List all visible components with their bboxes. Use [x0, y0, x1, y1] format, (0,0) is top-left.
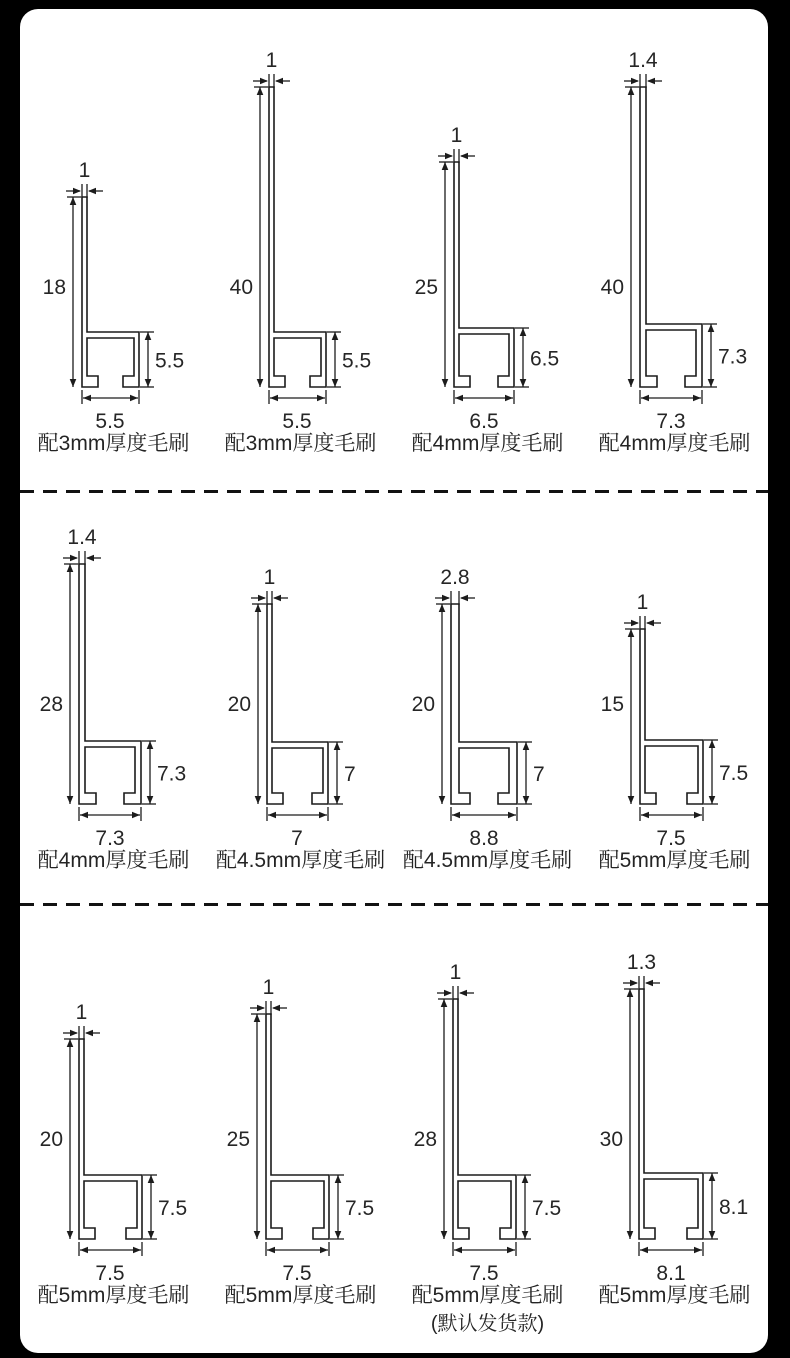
dim-label-top: 1 [78, 159, 91, 182]
profile-drawing [394, 44, 581, 429]
dim-label-height: 20 [227, 693, 251, 716]
caption-block [38, 429, 190, 459]
profile-caption: 配5mm厚度毛刷 [224, 1284, 377, 1307]
profile-drawing [581, 44, 768, 429]
profile-diagram-cell [20, 903, 207, 1353]
dim-label-height: 25 [414, 276, 438, 299]
profile-drawing [581, 941, 768, 1281]
dim-label-bottom: 7.3 [656, 410, 686, 429]
caption-block [599, 846, 751, 876]
dim-label-side: 5.5 [342, 349, 372, 373]
dim-label-top: 1 [636, 591, 649, 614]
profile-diagram-cell [581, 490, 768, 882]
dim-label-side: 7.5 [719, 762, 749, 785]
profile-outline [266, 1014, 329, 1239]
dim-label-side: 7.5 [345, 1197, 375, 1220]
dim-label-side: 7 [533, 763, 545, 786]
caption-block [599, 1281, 751, 1339]
profile-caption: 配4.5mm厚度毛刷 [215, 849, 386, 872]
dim-label-bottom: 7.5 [656, 827, 686, 846]
profile-outline [269, 87, 326, 387]
dim-label-top: 1.4 [628, 49, 658, 72]
caption-block [216, 846, 385, 876]
profile-drawing [394, 941, 581, 1281]
dim-label-height: 15 [600, 693, 624, 716]
profile-caption: 配5mm厚度毛刷 [598, 849, 751, 872]
dim-label-bottom: 7.5 [282, 1262, 312, 1281]
profile-diagram-cell [581, 9, 768, 477]
caption-note: (默认发货款) [430, 1313, 545, 1335]
profile-outline [454, 162, 514, 387]
dim-label-bottom: 6.5 [469, 410, 499, 429]
profile-diagram-cell [20, 9, 207, 477]
profile-outline [640, 87, 702, 387]
caption-block [38, 1281, 190, 1339]
dim-label-top: 1.3 [626, 951, 657, 974]
dim-label-bottom: 8.8 [469, 827, 499, 846]
profile-outline [79, 564, 141, 804]
dim-label-top: 1 [450, 124, 463, 147]
dim-label-top: 1 [263, 566, 276, 589]
dim-label-bottom: 7.5 [95, 1262, 125, 1281]
profile-row [20, 490, 768, 882]
dim-label-side: 5.5 [155, 349, 185, 373]
profile-diagram-cell [207, 490, 394, 882]
dim-label-height: 30 [599, 1128, 623, 1151]
profile-outline [640, 629, 703, 804]
caption-block [403, 846, 572, 876]
dim-label-bottom: 5.5 [282, 410, 312, 429]
dim-label-bottom: 7 [291, 827, 303, 846]
caption-block [412, 429, 564, 459]
dim-label-bottom: 8.1 [656, 1262, 686, 1281]
profile-caption: 配5mm厚度毛刷 [411, 1284, 564, 1307]
dim-label-side: 7.5 [532, 1197, 562, 1220]
profile-drawing [20, 44, 207, 429]
row-separator [20, 490, 768, 493]
dim-label-height: 40 [600, 276, 624, 299]
dim-label-side: 8.1 [719, 1196, 749, 1219]
caption-block [225, 429, 377, 459]
dim-label-top: 1 [75, 1001, 88, 1024]
profile-diagram-cell [394, 9, 581, 477]
profile-row [20, 9, 768, 477]
profile-outline [82, 197, 139, 387]
profile-diagram-cell [394, 903, 581, 1353]
dim-label-height: 20 [411, 693, 435, 716]
dim-label-side: 7.3 [157, 762, 187, 786]
profile-caption: 配3mm厚度毛刷 [37, 432, 190, 455]
profile-caption: 配5mm厚度毛刷 [37, 1284, 190, 1307]
profile-drawing [207, 501, 394, 846]
dim-label-side: 7.5 [158, 1197, 188, 1220]
profile-outline [639, 989, 703, 1239]
profile-caption: 配4mm厚度毛刷 [411, 432, 564, 455]
dim-label-height: 18 [42, 276, 66, 299]
caption-block [412, 1281, 564, 1339]
profile-outline [453, 999, 516, 1239]
profile-drawing [207, 941, 394, 1281]
caption-block [599, 429, 751, 459]
dim-label-height: 25 [226, 1128, 250, 1151]
profile-outline [451, 604, 517, 804]
profile-caption: 配4mm厚度毛刷 [37, 849, 190, 872]
profile-diagram-cell [581, 903, 768, 1353]
dim-label-height: 28 [413, 1128, 437, 1151]
dim-label-top: 1 [449, 961, 462, 984]
dim-label-bottom: 7.3 [95, 827, 125, 846]
caption-block [38, 846, 190, 876]
profile-diagram-cell [394, 490, 581, 882]
profile-caption: 配4mm厚度毛刷 [598, 432, 751, 455]
profile-drawing [20, 941, 207, 1281]
profile-drawing [20, 501, 207, 846]
dim-label-height: 28 [39, 693, 63, 716]
dim-label-height: 40 [229, 276, 253, 299]
dim-label-top: 1 [262, 976, 275, 999]
sheet [20, 9, 768, 1353]
profile-drawing [581, 501, 768, 846]
dim-label-height: 20 [39, 1128, 63, 1151]
profile-diagram-cell [20, 490, 207, 882]
profile-outline [267, 604, 328, 804]
profile-diagram-cell [207, 903, 394, 1353]
caption-block [225, 1281, 377, 1339]
profile-drawing [394, 501, 581, 846]
dim-label-top: 1 [265, 49, 278, 72]
profile-caption: 配4.5mm厚度毛刷 [402, 849, 573, 872]
dim-label-side: 7.3 [718, 345, 748, 369]
dim-label-top: 1.4 [67, 526, 97, 549]
dim-label-side: 7 [344, 763, 356, 786]
dim-label-side: 6.5 [530, 347, 560, 371]
profile-outline [79, 1039, 142, 1239]
profile-row [20, 903, 768, 1353]
profile-drawing [207, 44, 394, 429]
profile-caption: 配3mm厚度毛刷 [224, 432, 377, 455]
profile-diagram-cell [207, 9, 394, 477]
dim-label-bottom: 7.5 [469, 1262, 499, 1281]
row-separator [20, 903, 768, 906]
dim-label-top: 2.8 [440, 566, 470, 589]
dim-label-bottom: 5.5 [95, 410, 125, 429]
profile-caption: 配5mm厚度毛刷 [598, 1284, 751, 1307]
